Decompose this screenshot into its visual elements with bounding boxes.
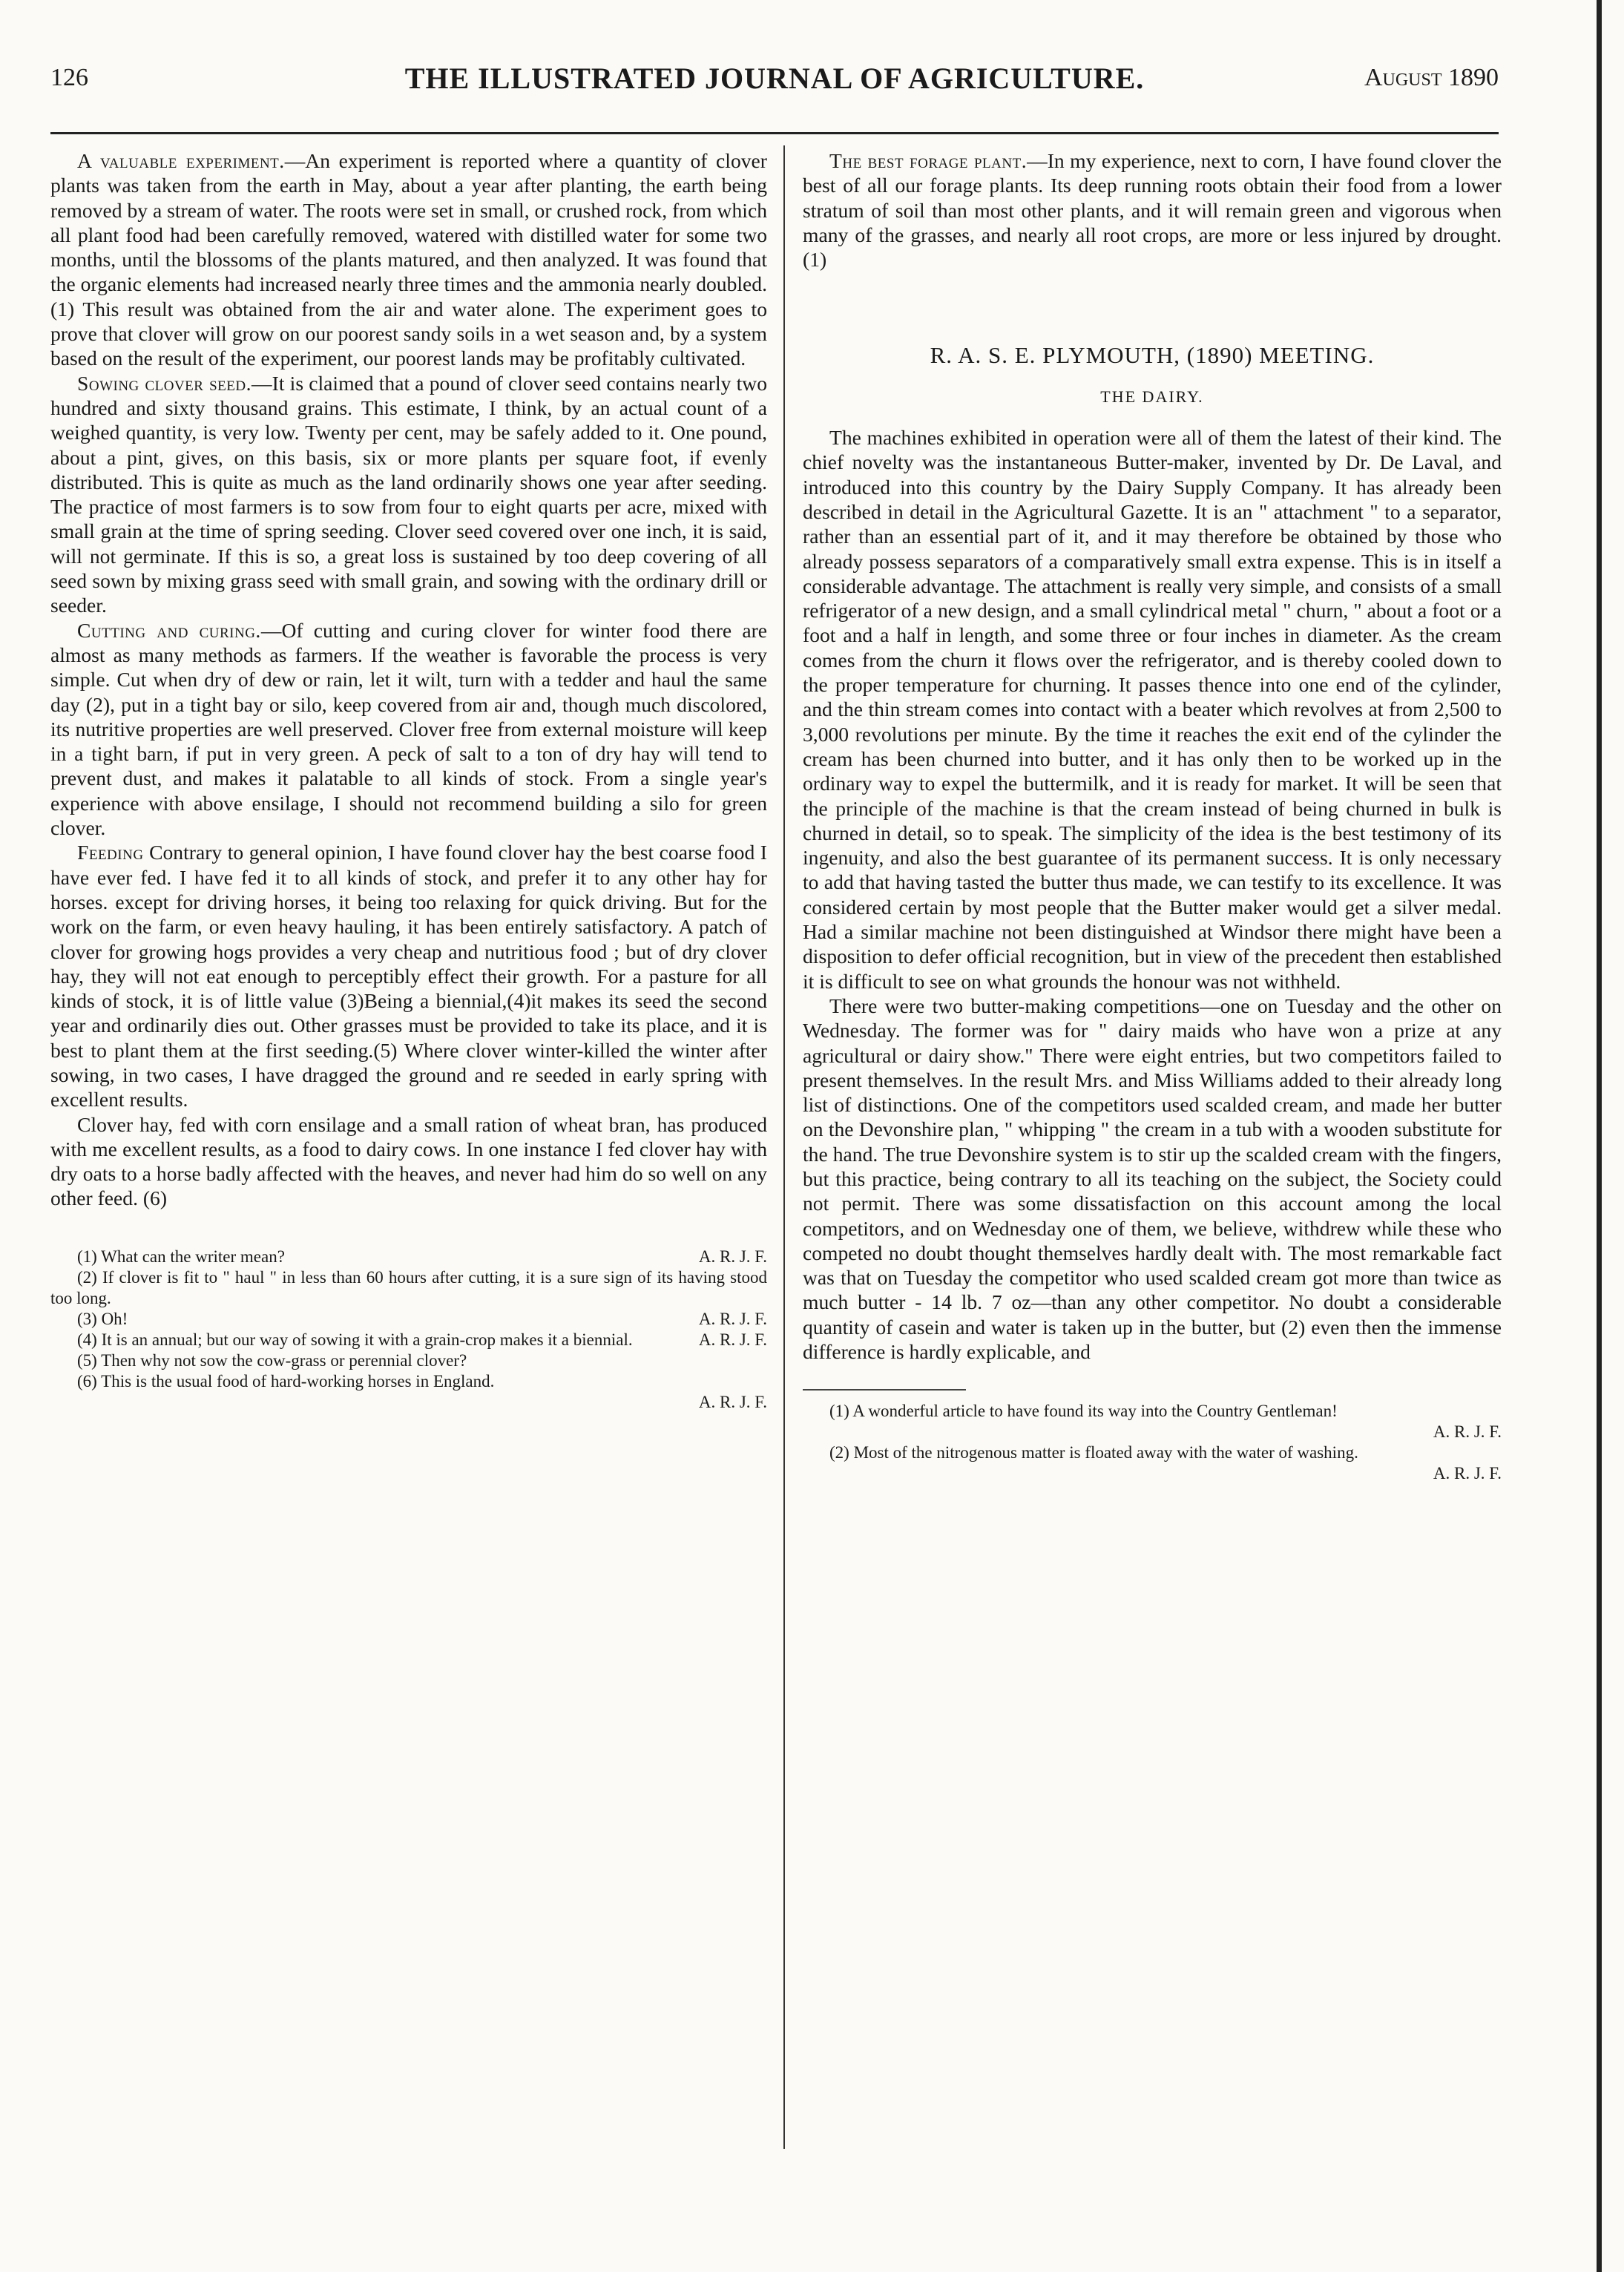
paragraph-heading: Sowing clover seed. [77, 371, 252, 395]
header-rule [50, 132, 1499, 134]
paragraph-heading: Cutting and curing. [77, 618, 261, 642]
paragraph-text: There were two butter-making competitions—one on Tuesday and the other on Wednesday. The former was for " dairy maids who have won a prize at any agricultural or dairy show." There were eight entries, but two competitors failed to present themselves. In the result Mrs. and Miss Williams added to their already long list of distinctions. One of the competitors used scalded cream, and made her butter on the Devonshire plan, " whipping " the cream in a tub with a wooden substitute for the hand. The true Devonshire system is to stir up the scalded cream with the fingers, but this practice, being contrary to all its teaching on the subject, the Society could not permit. There was some dissatisfaction on this account among the local competitors, and on Wednesday one of them, we believe, withdrew while these who competed no doubt thought themselves hardly dealt with. The most remarkable fact was that on Tuesday the competitor who used scalded cream got more than twice as much butter - 14 lb. 7 oz—than any other competitor. No doubt a considerable quantity of casein and water is taken up in the butter, but (2) even then the immense difference is hardly explicable, and [803, 994, 1502, 1364]
paragraph-valuable-experiment [50, 148, 767, 371]
paragraph-text: Clover hay, fed with corn ensilage and a small ration of wheat bran, has produced with me excellent results, as a food to dairy cows. In one instance I fed clover hay with dry oats to a horse badly affected with the heaves, and never had him do so well on any other feed. (6) [50, 1112, 767, 1210]
left-column [50, 148, 767, 2211]
paragraph-best-forage-plant [803, 148, 1502, 272]
paragraph-feeding [50, 840, 767, 1112]
footnote-signature: A. R. J. F. [698, 1309, 767, 1328]
footnote-signature: A. R. J. F. [1433, 1422, 1502, 1442]
footnote-signature: A. R. J. F. [698, 1247, 767, 1266]
paragraph-heading: Feeding [77, 841, 144, 864]
footnote-text: (1) What can the writer mean? [77, 1247, 285, 1266]
footnote [50, 1309, 767, 1330]
footnote [803, 1401, 1502, 1442]
footnote-text: (6) This is the usual food of hard-working horses in England. [77, 1371, 495, 1391]
footnote-rule [803, 1389, 966, 1391]
footnote-text: (4) It is an annual; but our way of sowing it with a grain-crop makes it a biennial. [77, 1330, 633, 1349]
paragraph-machines [803, 425, 1502, 994]
page-edge-bar [1597, 0, 1602, 2272]
footnote [50, 1247, 767, 1267]
section-subtitle: THE DAIRY. [1100, 387, 1204, 406]
paragraph-text: The machines exhibited in operation were all of them the latest of their kind. The chief novelty was the instantaneous Butter-maker, invented by Dr. De Laval, and introduced into this country by the Dairy Supply Company. It has already been described in detail in the Agricultural Gazette. It is an " attachment " to a separator, rather than an essential part of it, and it may therefore be obtained by those who already possess separators of a comparatively small extra expense. This is in itself a considerable advantage. The attachment is really very simple, and consists of a small refrigerator of a new design, and a small cylindrical metal " churn, " about a foot or a foot and a half in length, and some three or four inches in diameter. As the cream comes from the churn it flows over the refrigerator, and is thereby cooled down to the proper temperature for churning. It passes thence into one end of the cylinder, and the thin stream comes into contact with a beater which revolves at from 2,500 to 3,000 revolutions per minute. By the time it reaches the exit end of the cylinder the cream has been churned into butter, and it has only then to be worked up in the ordinary way to expel the buttermilk, and it is ready for market. It will be seen that the principle of the machine is that the cream instead of being churned in bulk is churned in detail, so to speak. The simplicity of the idea is the best testimony of its ingenuity, and also the best guarantee of its permanent success. It is only necessary to add that having tasted the butter thus made, we can testify to its excellence. It was considered certain by most people that the Butter maker would get a silver medal. Had a similar machine not been distinguished at Windsor there might have been a disposition to defer official recognition, but in view of the precedent then established it is difficult to see on what grounds the honour was not withheld. [803, 426, 1502, 993]
footnote-text: (5) Then why not sow the cow-grass or perennial clover? [77, 1350, 467, 1370]
paragraph-sowing-clover-seed [50, 371, 767, 618]
footnote [50, 1330, 767, 1350]
footnote-text: (3) Oh! [77, 1309, 128, 1328]
paragraph-cutting-and-curing [50, 618, 767, 841]
footnote [50, 1267, 767, 1309]
issue-date: August 1890 [1364, 64, 1499, 91]
paragraph-text: Contrary to general opinion, I have found clover hay the best coarse food I have ever fed. I have fed it to all kinds of stock, and prefer it to any other hay for horses. except for driving horses, it being too relaxing for quick driving. But for the work on the farm, or even heavy hauling, it has been entirely satisfactory. A patch of clover for growing hogs provides a very cheap and nutritious food ; but of dry clover hay, they will not eat enough to perceptibly effect their growth. For a pasture for all kinds of stock, it is of little value (3)Being a biennial,(4)it makes its seed the second year and ordinarily dies out. Other grasses must be provided to take its place, and it is best to plant them at the first seeding.(5) Where clover winter-killed the winter after sowing, in two cases, I have dragged the ground and re seeded in early spring with excellent results. [50, 841, 767, 1112]
paragraph-heading: A valuable experiment. [77, 149, 285, 172]
page-number: 126 [50, 64, 88, 91]
footnote-text: (2) Most of the nitrogenous matter is floated away with the water of washing. [829, 1443, 1358, 1462]
paragraph-clover-hay [50, 1112, 767, 1211]
paragraph-heading: The best forage plant. [829, 149, 1028, 172]
footnote-text: (2) If clover is fit to " haul " in less than 60 hours after cutting, it is a sure sign of its having stood too long. [50, 1267, 767, 1307]
paragraph-text: —In my experience, next to corn, I have found clover the best of all our forage plants. Its deep running roots obtain their food from a lower stratum of soil than most other plants, and it will remain green and vigorous when many of the grasses, and nearly all root crops, are more or less injured by drought. (1) [803, 149, 1502, 272]
footnote [50, 1371, 767, 1413]
right-column [803, 148, 1502, 2211]
footnote [50, 1350, 767, 1371]
footnotes-left [50, 1247, 767, 1413]
page-header [50, 61, 1499, 105]
footnote-signature: A. R. J. F. [698, 1330, 767, 1349]
footnotes-right [803, 1389, 1502, 1484]
footnote-signature: A. R. J. F. [1433, 1464, 1502, 1483]
section-title: R. A. S. E. PLYMOUTH, (1890) MEETING. [930, 342, 1375, 369]
footnote [803, 1442, 1502, 1484]
paragraph-text: —Of cutting and curing clover for winter food there are almost as many methods as farmers. If the weather is favorable the process is very simple. Cut when dry of dew or rain, let it wilt, turn with a tedder and haul the same day (2), put in a tight bay or silo, keep covered from air and, though much discolored, its nutritive properties are well preserved. Clover free from external moisture will keep in a tight barn, if put in very green. A peck of salt to a ton of dry hay will tend to prevent dust, and makes it palatable to all kinds of stock. From a single year's experience with above ensilage, I should not recommend building a silo for green clover. [50, 618, 767, 840]
paragraph-competitions [803, 994, 1502, 1364]
footnote-signature: A. R. J. F. [698, 1392, 767, 1411]
paragraph-text: —It is claimed that a pound of clover seed contains nearly two hundred and sixty thousand grains. This estimate, I think, by an actual count of a weighed quantity, is very low. Twenty per cent, may be safely added to it. One pound, about a pint, gives, on this basis, six or more plants per square foot, if evenly distributed. This is quite as much as the land ordinarily shows one year after seeding. The practice of most farmers is to sow from four to eight quarts per acre, mixed with small grain at the time of spring seeding. Clover seed covered over one inch, it is said, will not germinate. If this is so, a great loss is sustained by too deep covering of all seed sown by mixing grass seed with small grain, and sowing with the ordinary drill or seeder. [50, 371, 768, 617]
footnote-text: (1) A wonderful article to have found its way into the Country Gentleman! [829, 1402, 1338, 1421]
paragraph-text: —An experiment is reported where a quantity of clover plants was taken from the earth in May, about a year after planting, the earth being removed by a stream of water. The roots were set in small, or crushed rock, from which all plant food had been carefully removed, watered with distilled water for some two months, until the blossoms of the plants matured, and then analyzed. It was found that the organic elements had increased nearly three times and the ammonia nearly doubled.(1) This result was obtained from the air and water alone. The experiment goes to prove that clover will grow on our poorest sandy soils in a wet season and, by a system based on the result of the experiment, our poorest lands may be profitably cultivated. [50, 149, 767, 370]
column-divider [783, 145, 785, 2149]
journal-title: THE ILLUSTRATED JOURNAL OF AGRICULTURE. [404, 62, 1145, 95]
